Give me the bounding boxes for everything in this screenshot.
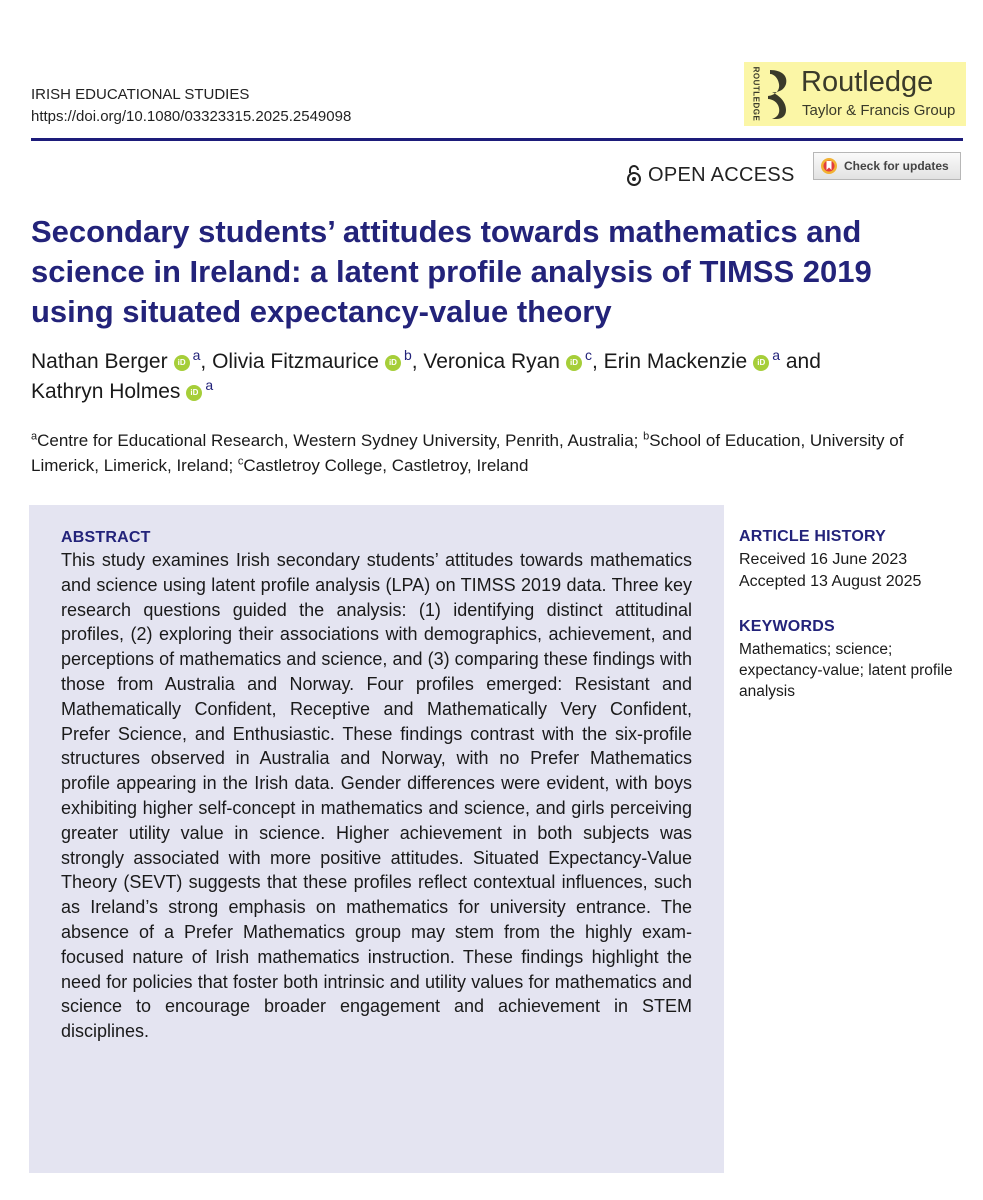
orcid-icon[interactable]: iD (385, 355, 401, 371)
logo-vertical-wordmark: ROUTLEDGE (751, 66, 761, 122)
affiliations (31, 428, 966, 478)
author-list (31, 347, 966, 407)
author-separator: , (411, 350, 424, 373)
routledge-logo[interactable] (744, 62, 966, 126)
open-access-badge (626, 160, 795, 190)
author-name[interactable]: Olivia Fitzmaurice (212, 350, 379, 373)
orcid-icon[interactable]: iD (186, 385, 202, 401)
check-for-updates-label: Check for updates (844, 159, 949, 173)
affiliation-text: School of Education, University of Limerick, Limerick, Ireland; (31, 431, 904, 475)
keywords-text: Mathematics; science; expectancy-value; latent profile analysis (739, 641, 953, 700)
routledge-r-mark-icon (764, 66, 794, 122)
author-name[interactable]: Kathryn Holmes (31, 380, 181, 403)
keywords-heading: KEYWORDS (739, 618, 835, 635)
author-name[interactable]: Veronica Ryan (423, 350, 560, 373)
article-title: Secondary students’ attitudes towards mathematics and science in Ireland: a latent profile analysis of TIMSS 2019 using situated expectancy-value theory (31, 214, 872, 329)
author-name[interactable]: Erin Mackenzie (603, 350, 748, 373)
journal-name: IRISH EDUCATIONAL STUDIES (31, 86, 250, 103)
orcid-icon[interactable]: iD (174, 355, 190, 371)
publisher-name: Routledge (801, 66, 934, 98)
author-separator: and (780, 350, 821, 373)
affiliation-mark: a (31, 430, 38, 443)
author-affiliation-mark[interactable]: a (192, 347, 201, 363)
author-name[interactable]: Nathan Berger (31, 350, 168, 373)
orcid-icon[interactable]: iD (753, 355, 769, 371)
orcid-icon[interactable]: iD (566, 355, 582, 371)
publisher-group: Taylor & Francis Group (802, 102, 956, 119)
accepted-date: Accepted 13 August 2025 (739, 573, 922, 590)
article-doi-link[interactable]: https://doi.org/10.1080/03323315.2025.2549098 (31, 108, 352, 125)
abstract-heading: ABSTRACT (61, 529, 151, 546)
author-separator: , (592, 350, 604, 373)
affiliation-mark: b (643, 430, 650, 443)
received-date: Received 16 June 2023 (739, 551, 908, 568)
abstract-text: This study examines Irish secondary students’ attitudes towards mathematics and science using latent profile analysis (LPA) on TIMSS 2019 data. Three key research questions guided the analysis: (1) identifying distinct attitudinal profiles, (2) exploring their associations with demographics, achievement, and perceptions of mathematics and science, and (3) comparing these findings with those from Australia and Norway. Four profiles emerged: Resistant and Mathematically Confident, Receptive and Mathematically Very Confident, Prefer Science, and Enthusiastic. These findings contrast with the six-profile structures observed in Australia and Norway, with no Prefer Mathematics profile appearing in the Irish data. Gender differences were evident, with boys exhibiting higher self-concept in mathematics and science, and girls perceiving greater utility value in science. Higher achievement in both subjects was strongly associated with more positive attitudes. Situated Expectancy-Value Theory (SEVT) suggests that these profiles reflect contextual influences, such as Ireland’s strong emphasis on mathematics for university entrance. The absence of a Prefer Mathematics group may stem from the highly exam-focused nature of Irish mathematics instruction. These findings highlight the need for policies that foster both intrinsic and utility values for mathematics and science to encourage broader engagement and achievement in STEM disciplines. (61, 550, 692, 1042)
author-separator: , (200, 350, 213, 373)
header-rule (31, 138, 963, 141)
journal-header (31, 84, 351, 128)
author-affiliation-mark[interactable]: c (585, 347, 592, 363)
open-access-label: OPEN ACCESS (648, 163, 795, 186)
author-affiliation-mark[interactable]: b (403, 347, 412, 363)
check-for-updates-button[interactable] (813, 152, 961, 180)
author-affiliation-mark[interactable]: a (772, 347, 781, 363)
affiliation-text: Centre for Educational Research, Western Sydney University, Penrith, Australia; (37, 431, 644, 450)
affiliation-mark: c (237, 455, 244, 468)
open-lock-icon (626, 164, 642, 186)
author-affiliation-mark[interactable]: a (205, 377, 214, 393)
affiliation-text: Castletroy College, Castletroy, Ireland (243, 456, 529, 475)
crossmark-icon (820, 157, 838, 175)
article-history-heading: ARTICLE HISTORY (739, 528, 887, 545)
